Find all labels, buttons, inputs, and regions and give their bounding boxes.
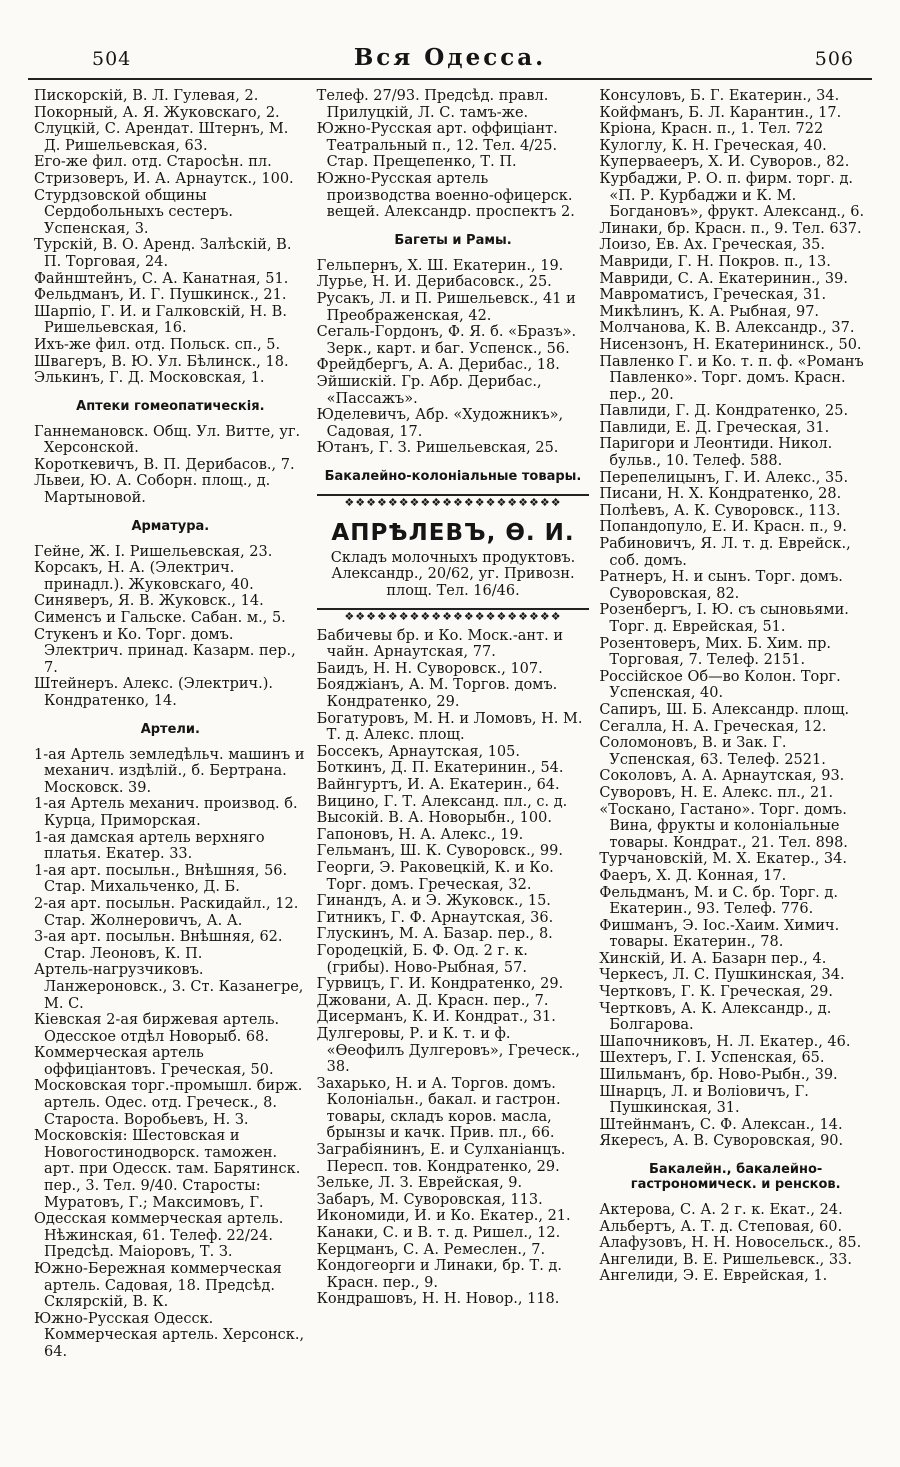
directory-entry: Гейне, Ж. І. Ришельевская, 23. [34,543,273,560]
directory-entry: Южно-Бережная коммерческая артель. Садовая, 18. Предсѣд. Склярскій, В. К. [34,1261,282,1311]
directory-entry: Фишманъ, Э. Іос.-Хаим. Химич. товары. Екатерин., 78. [599,917,840,951]
directory-entry: Вицино, Г. Т. Александ. пл., с. д. [316,793,568,810]
column-left [34,88,307,1361]
directory-entry: Кондрашовъ, Н. Н. Новор., 118. [316,1291,560,1308]
section-heading: Аптеки гомеопатическія. [76,398,265,414]
directory-entry: Гельманъ, Ш. К. Суворовск., 99. [316,843,563,860]
directory-entry: Россійское Об—во Колон. Торг. Успенская, 40. [599,668,841,702]
directory-entry: Стукенъ и Ко. Торг. домъ. Электрич. принад. Казарм. пер., 7. [34,626,296,676]
directory-entry: Боткинъ, Д. П. Екатеринин., 54. [316,760,564,777]
directory-entry: Лурье, Н. И. Дерибасовск., 25. [316,274,552,291]
directory-entry: Микѣлинъ, К. А. Рыбная, 97. [599,303,820,320]
page-header [28,44,872,80]
directory-entry: Юделевичъ, Абр. «Художникъ», Садовая, 17. [316,407,564,440]
directory-entry: Львеи, Ю. А. Соборн. площ., д. Мартыновой. [34,473,271,507]
directory-entry: Городецкій, Б. Ф. Од. 2 г. к. (грибы). Ново-Рыбная, 57. [316,942,528,976]
directory-entry: Рабиновичъ, Я. Л. т. д. Еврейск., соб. домъ. [599,536,851,569]
section-heading: Бакалейно-колоніальные товары. [324,468,582,484]
directory-entry: Алафузовъ, Н. Н. Новосельск., 85. [599,1235,862,1252]
directory-entry: Ратнеръ, Н. и сынъ. Торг. домъ. Суворовская, 82. [599,569,843,602]
directory-entry: 1-ая Артель механич. производ. б. Курца, Приморская. [34,796,298,829]
directory-entry: Лоизо, Ев. Ах. Греческая, 35. [599,237,825,254]
directory-entry: Попандопуло, Е. И. Красн. п., 9. [599,519,847,536]
page-number-right: 506 [814,48,854,70]
directory-entry: Молчанова, К. В. Александр., 37. [599,320,855,337]
directory-entry: Зельке, Л. З. Еврейская, 9. [316,1175,523,1192]
directory-entry: Ихъ-же фил. отд. Польск. сп., 5. [34,336,281,353]
directory-entry: Нисензонъ, Н. Екатерининск., 50. [599,336,862,353]
directory-entry: Коммерческая артель оффиціантовъ. Греческая, 50. [34,1045,274,1078]
advertisement-title: АПРѢЛЕВЪ, Ѳ. И. [331,519,575,546]
directory-entry: Соломоновъ, В. и Зак. Г. Успенская, 63. Телеф. 2521. [599,735,826,768]
directory-entry: Шильманъ, бр. Ново-Рыбн., 39. [599,1067,838,1084]
directory-entry: Сегаль-Гордонъ, Ф. Я. б. «Бразъ». Зерк., карт. и баг. Успенск., 56. [316,324,577,357]
directory-entry: Гинандъ, А. и Э. Жуковск., 15. [316,893,551,910]
directory-entry: Корсакъ, Н. А. (Электрич. принадл.). Жуковскаго, 40. [34,560,254,593]
directory-entry: Кулоглу, К. Н. Греческая, 40. [599,137,827,154]
section-heading: Артели. [140,721,200,737]
directory-entry: Кондогеорги и Линаки, бр. Т. д. Красн. пер., 9. [316,1258,562,1291]
section-heading: Багеты и Рамы. [394,232,512,248]
directory-entry: Богатуровъ, М. Н. и Ломовъ, Н. М. Т. д. Алекс. площ. [316,710,583,744]
directory-entry: Полѣевъ, А. К. Суворовск., 113. [599,502,841,519]
directory-entry: Забаръ, М. Суворовская, 113. [316,1191,543,1208]
directory-entry: Короткевичъ, В. П. Дерибасов., 7. [34,456,295,473]
directory-entry: Джовани, А. Д. Красн. пер., 7. [316,992,549,1009]
directory-entry: Сапиръ, Ш. Б. Александр. площ. [599,701,850,718]
directory-entry: Дисерманъ, К. И. Кондрат., 31. [316,1009,556,1026]
directory-entry: Ангелиди, Э. Е. Еврейская, 1. [599,1268,828,1285]
directory-entry: 2-ая арт. посыльн. Раскидайл., 12. Стар. Жолнеровичъ, А. А. [34,895,299,929]
directory-entry: Бабичевы бр. и Ко. Моск.-ант. и чайн. Арнаутская, 77. [316,627,564,661]
directory-entry: 3-ая арт. посыльн. Внѣшняя, 62. Стар. Леоновъ, К. П. [34,929,283,962]
directory-entry: Кріона, Красн. п., 1. Тел. 722 [599,121,824,138]
directory-entry: Турскій, В. О. Аренд. Залѣскій, В. П. Торговая, 24. [34,237,292,270]
directory-entry: Южно-Русская Одесск. Коммерческая артель. Херсонск., 64. [34,1310,305,1360]
ornament-divider: ❖❖❖❖❖❖❖❖❖❖❖❖❖❖❖❖❖❖❖❖ [317,494,590,510]
advertisement-block [317,514,590,604]
directory-entry: Георги, Э. Раковецкій, К. и Ко. Торг. домъ. Греческая, 32. [316,859,554,893]
directory-entry: Розентоверъ, Мих. Б. Хим. пр. Торговая, 7. Телеф. 2151. [599,635,832,669]
directory-entry: Фельдманъ, М. и С. бр. Торг. д. Екатерин., 93. Телеф. 776. [599,884,838,918]
directory-entry: Сименсъ и Гальске. Сабан. м., 5. [34,610,286,627]
directory-entry: «Тоскано, Гастано». Торг. домъ. Вина, фрукты и колоніальные товары. Кондрат., 21. Тел. 898. [599,801,848,851]
directory-entry: Розенбергъ, І. Ю. съ сыновьями. Торг. д. Еврейская, 51. [599,602,849,635]
directory-entry: 1-ая Артель земледѣльч. машинъ и механич. издѣлій., б. Бертрана. Московск. 39. [34,746,305,796]
directory-entry: Койфманъ, Б. Л. Карантин., 17. [599,104,842,121]
directory-entry: Глускинъ, М. А. Базар. пер., 8. [316,926,553,943]
directory-entry: Одесская коммерческая артель. Нѣжинская, 61. Телеф. 22/24. Предсѣд. Маіоровъ, Т. З. [34,1211,284,1261]
directory-entry: Синяверъ, Я. В. Жуковск., 14. [34,593,264,610]
directory-entry: Мавриди, С. А. Екатеринин., 39. [599,270,848,287]
column-middle [317,88,590,1361]
directory-entry: Турчановскій, М. Х. Екатер., 34. [599,851,847,868]
directory-entry: Альбертъ, А. Т. д. Степовая, 60. [599,1218,843,1235]
directory-entry: Баидъ, Н. Н. Суворовск., 107. [316,660,543,677]
section-heading: Бакалейн., бакалейно-гастрономическ. и ренсков. [630,1162,841,1192]
directory-entry: Эйшискій. Гр. Абр. Дерибас., «Пассажъ». [316,373,542,407]
directory-entry: Захарько, Н. и А. Торгов. домъ. Колоніальн., бакал. и гастрон. товары, складъ коров. масла, брынзы и качк. Прив. пл., 66. [316,1075,561,1142]
advertisement-text: Складъ молочныхъ продуктовъ. Александр., 20/62, уг. Привозн. площ. Тел. 16/46. [330,549,576,600]
directory-entry: Вайнгуртъ, И. А. Екатерин., 64. [316,777,560,793]
directory-entry: Гурвицъ, Г. И. Кондратенко, 29. [316,976,564,993]
directory-entry: Элькинъ, Г. Д. Московская, 1. [34,370,265,387]
directory-entry: Стурдзовской общины Сердобольныхъ сестеръ. Успенская, 3. [34,187,233,237]
directory-entry: Кіевская 2-ая биржевая артель. Одесское отдѣл Новорыб. 68. [34,1012,280,1045]
directory-entry: Павленко Г. и Ко. т. п. ф. «Романъ Павленко». Торг. домъ. Красн. пер., 20. [599,353,864,403]
directory-entry: Мавроматисъ, Греческая, 31. [599,287,827,304]
directory-entry: Икономиди, И. и Ко. Екатер., 21. [316,1208,571,1225]
directory-entry: Артель-нагрузчиковъ. Ланжероновск., 3. Ст. Казанегре, М. С. [34,962,304,1012]
directory-entry: Канаки, С. и В. т. д. Ришел., 12. [316,1225,561,1242]
directory-entry: Фельдманъ, И. Г. Пушкинск., 21. [34,287,287,304]
directory-entry: Куперваееръ, Х. И. Суворов., 82. [599,154,850,171]
directory-entry: Ангелиди, В. Е. Ришельевск., 33. [599,1251,852,1268]
directory-entry: Консуловъ, Б. Г. Екатерин., 34. [599,88,840,104]
directory-entry: Чертковъ, Г. К. Греческая, 29. [599,984,833,1001]
column-right [599,88,872,1361]
directory-entry: Русакъ, Л. и П. Ришельевск., 41 и Преображенская, 42. [316,290,576,324]
section-heading: Арматура. [131,518,210,534]
directory-entry: Московскія: Шестовская и Новогостинодворск. таможен. арт. при Одесск. там. Барятинск. пер., 3. Тел. 9/40. Старосты: Муратовъ, Г.; Максимовъ, Г. [34,1128,301,1211]
directory-entry: Ютанъ, Г. З. Ришельевская, 25. [316,440,559,457]
directory-entry: Южно-Русская арт. оффиціант. Театральный п., 12. Тел. 4/25. Стар. Прещепенко, Т. П. [316,121,558,171]
directory-entry: Пискорскій, В. Л. Гулевая, 2. [34,88,259,104]
directory-entry: Перепелицынъ, Г. И. Алекс., 35. [599,469,849,486]
directory-entry: Шнарцъ, Л. и Воліовичъ, Г. Пушкинская, 31. [599,1083,809,1117]
directory-entry: Сегалла, Н. А. Греческая, 12. [599,718,827,735]
directory-entry: Писани, Н. Х. Кондратенко, 28. [599,486,842,503]
directory-entry: Шапочниковъ, Н. Л. Екатер., 46. [599,1033,851,1050]
directory-entry: Боссекъ, Арнаутская, 105. [316,743,520,760]
directory-entry: Шехтеръ, Г. І. Успенская, 65. [599,1050,825,1067]
directory-entry: Файнштейнъ, С. А. Канатная, 51. [34,270,289,287]
columns [28,88,872,1361]
directory-entry: Чертковъ, А. К. Александр., д. Болгарова. [599,1000,832,1034]
directory-entry: Гельпернъ, Х. Ш. Екатерин., 19. [316,257,564,274]
directory-entry: Актерова, С. А. 2 г. к. Екат., 24. [599,1202,843,1218]
directory-entry: Заграбіянинъ, Е. и Сулханіанцъ. Пересп. тов. Кондратенко, 29. [316,1142,566,1175]
directory-entry: Стризоверъ, И. А. Арнаутск., 100. [34,170,294,187]
directory-entry: Якересъ, А. В. Суворовская, 90. [599,1133,844,1150]
directory-entry: Мавриди, Г. Н. Покров. п., 13. [599,253,831,270]
directory-entry: Павлиди, Г. Д. Кондратенко, 25. [599,403,849,420]
directory-entry: Линаки, бр. Красн. п., 9. Тел. 637. [599,220,862,237]
directory-entry: Южно-Русская артель производства военно-офицерск. вещей. Александр. проспектъ 2. [316,170,575,221]
directory-entry: Ганнемановск. Общ. Ул. Витте, уг. Херсонской. [34,423,301,457]
directory-entry: Гитникъ, Г. Ф. Арнаутская, 36. [316,909,554,926]
directory-entry: Швагеръ, В. Ю. Ул. Бѣлинск., 18. [34,353,289,370]
directory-entry: Суворовъ, Н. Е. Алекс. пл., 21. [599,784,834,801]
page-title: Вся Одесса. [353,44,547,71]
directory-entry: Керцманъ, С. А. Ремеслен., 7. [316,1241,546,1258]
page-number-left: 504 [92,48,132,70]
ornament-divider: ❖❖❖❖❖❖❖❖❖❖❖❖❖❖❖❖❖❖❖❖ [317,608,590,624]
directory-entry: Московская торг.-промышл. бирж. артель. Одес. отд. Греческ., 8. Староста. Воробьевъ, Н. З. [34,1078,303,1128]
directory-entry: 1-ая арт. посыльн., Внѣшняя, 56. Стар. Михальченко, Д. Б. [34,862,288,896]
directory-entry: Шарпіо, Г. И. и Галковскій, Н. В. Ришельевская, 16. [34,303,287,337]
directory-entry: Штейнеръ. Алекс. (Электрич.). Кондратенко, 14. [34,676,273,709]
directory-entry: Павлиди, Е. Д. Греческая, 31. [599,419,830,436]
directory-entry: Телеф. 27/93. Предсѣд. правл. Прилуцкій, Л. С. тамъ-же. [316,88,549,121]
directory-entry: Слуцкій, С. Арендат. Штернъ, М. Д. Ришельевская, 63. [34,121,289,154]
directory-entry: Паригори и Леонтиди. Никол. бульв., 10. Телеф. 588. [599,436,833,470]
directory-entry: 1-ая дамская артель верхняго платья. Екатер. 33. [34,829,265,863]
directory-entry: Черкесъ, Л. С. Пушкинская, 34. [599,967,845,984]
directory-entry: Фаеръ, Х. Д. Конная, 17. [599,867,787,884]
directory-entry: Бояджіанъ, А. М. Торгов. домъ. Кондратенко, 29. [316,677,558,711]
directory-entry: Курбаджи, Р. О. п. фирм. торг. д. «П. Р. Курбаджи и К. М. Богдановъ», фрукт. Александ., 6. [599,170,865,221]
directory-entry: Дулгеровы, Р. и К. т. и ф. «Ѳеофилъ Дулгеровъ», Греческ., 38. [316,1025,581,1076]
directory-entry: Гапоновъ, Н. А. Алекс., 19. [316,826,524,843]
directory-entry: Высокій. В. А. Новорыбн., 100. [316,810,552,827]
directory-entry: Соколовъ, А. А. Арнаутская, 93. [599,768,845,785]
directory-entry: Покорный, А. Я. Жуковскаго, 2. [34,104,280,121]
directory-entry: Фрейдбергъ, А. А. Дерибас., 18. [316,357,560,374]
directory-entry: Его-же фил. отд. Старосѣн. пл. [34,154,272,171]
directory-entry: Хинскій, И. А. Базарн пер., 4. [599,950,827,967]
directory-entry: Штейнманъ, С. Ф. Алексан., 14. [599,1116,843,1133]
